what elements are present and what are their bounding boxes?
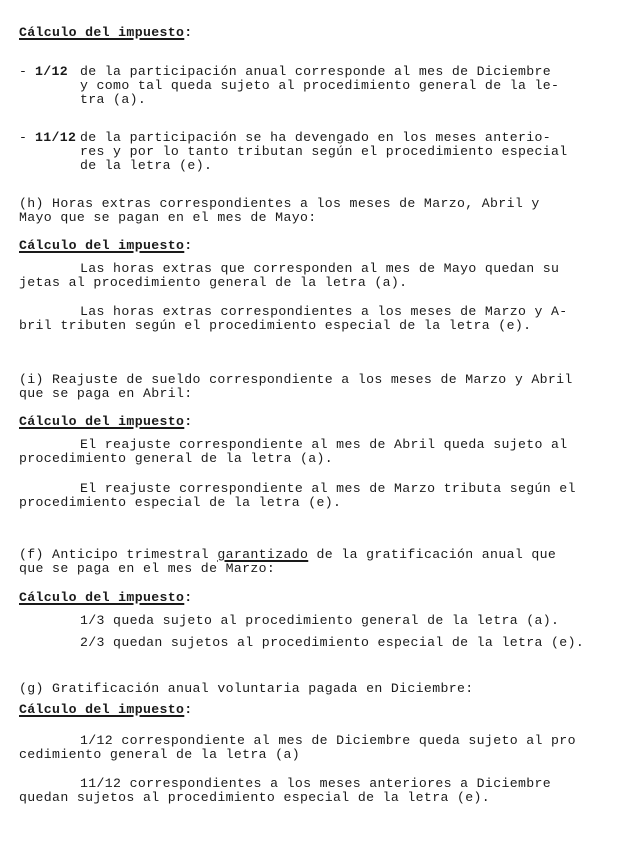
section-f-title: que se paga en el mes de Marzo: — [19, 561, 276, 576]
section-h-title: Mayo que se pagan en el mes de Mayo: — [19, 210, 317, 225]
bullet-line: de la participación anual corresponde al mes de Diciembre — [80, 64, 552, 79]
paragraph-line: 11/12 correspondientes a los meses anteriores a Diciembre — [80, 776, 552, 791]
paragraph-line: 2/3 quedan sujetos al procedimiento especial de la letra (e). — [80, 635, 585, 650]
paragraph-line: cedimiento general de la letra (a) — [19, 747, 300, 762]
calc-heading-colon: : — [184, 414, 193, 429]
paragraph-line: El reajuste correspondiente al mes de Abril queda sujeto al — [80, 437, 568, 452]
calc-heading-colon: : — [184, 25, 193, 40]
calc-heading-text: Cálculo del impuesto — [19, 590, 185, 605]
section-f-title-suffix: de la gratificación anual que — [308, 547, 557, 562]
section-g-title: (g) Gratificación anual voluntaria pagada en Diciembre: — [19, 681, 474, 696]
calc-heading-colon: : — [184, 590, 193, 605]
paragraph-line: quedan sujetos al procedimiento especial de la letra (e). — [19, 790, 491, 805]
calc-heading-text: Cálculo del impuesto — [19, 414, 185, 429]
calc-heading-text: Cálculo del impuesto — [19, 702, 185, 717]
bullet-fraction: 1/12 — [35, 64, 69, 79]
bullet-marker: - — [19, 130, 28, 145]
section-f-title — [19, 548, 556, 562]
calc-heading-colon: : — [184, 238, 193, 253]
bullet-line: tra (a). — [80, 92, 147, 107]
section-h-title: (h) Horas extras correspondientes a los meses de Marzo, Abril y — [19, 196, 540, 211]
paragraph-line: 1/12 correspondiente al mes de Diciembre queda sujeto al pro — [80, 733, 576, 748]
calc-heading — [19, 26, 193, 40]
calc-heading-colon: : — [184, 702, 193, 717]
paragraph-line: jetas al procedimiento general de la letra (a). — [19, 275, 408, 290]
paragraph-line: procedimiento especial de la letra (e). — [19, 495, 342, 510]
calc-heading — [19, 591, 193, 605]
calc-heading-text: Cálculo del impuesto — [19, 25, 185, 40]
paragraph-line: Las horas extras correspondientes a los meses de Marzo y A- — [80, 304, 568, 319]
section-f-title-underlined: garantizado — [217, 547, 309, 562]
calc-heading — [19, 239, 193, 253]
paragraph-line: bril tributen según el procedimiento especial de la letra (e). — [19, 318, 532, 333]
paragraph-line: Las horas extras que corresponden al mes de Mayo quedan su — [80, 261, 560, 276]
calc-heading — [19, 415, 193, 429]
bullet-marker: - — [19, 64, 28, 79]
section-i-title: (i) Reajuste de sueldo correspondiente a los meses de Marzo y Abril — [19, 372, 573, 387]
paragraph-line: El reajuste correspondiente al mes de Marzo tributa según el — [80, 481, 576, 496]
bullet-line: y como tal queda sujeto al procedimiento general de la le- — [80, 78, 560, 93]
bullet-line: res y por lo tanto tributan según el procedimiento especial — [80, 144, 568, 159]
calc-heading — [19, 703, 193, 717]
bullet-line: de la letra (e). — [80, 158, 213, 173]
section-i-title: que se paga en Abril: — [19, 386, 193, 401]
paragraph-line: procedimiento general de la letra (a). — [19, 451, 334, 466]
calc-heading-text: Cálculo del impuesto — [19, 238, 185, 253]
bullet-line: de la participación se ha devengado en los meses anterio- — [80, 130, 552, 145]
paragraph-line: 1/3 queda sujeto al procedimiento general de la letra (a). — [80, 613, 560, 628]
bullet-fraction: 11/12 — [35, 130, 77, 145]
section-f-title-prefix: (f) Anticipo trimestral — [19, 547, 218, 562]
